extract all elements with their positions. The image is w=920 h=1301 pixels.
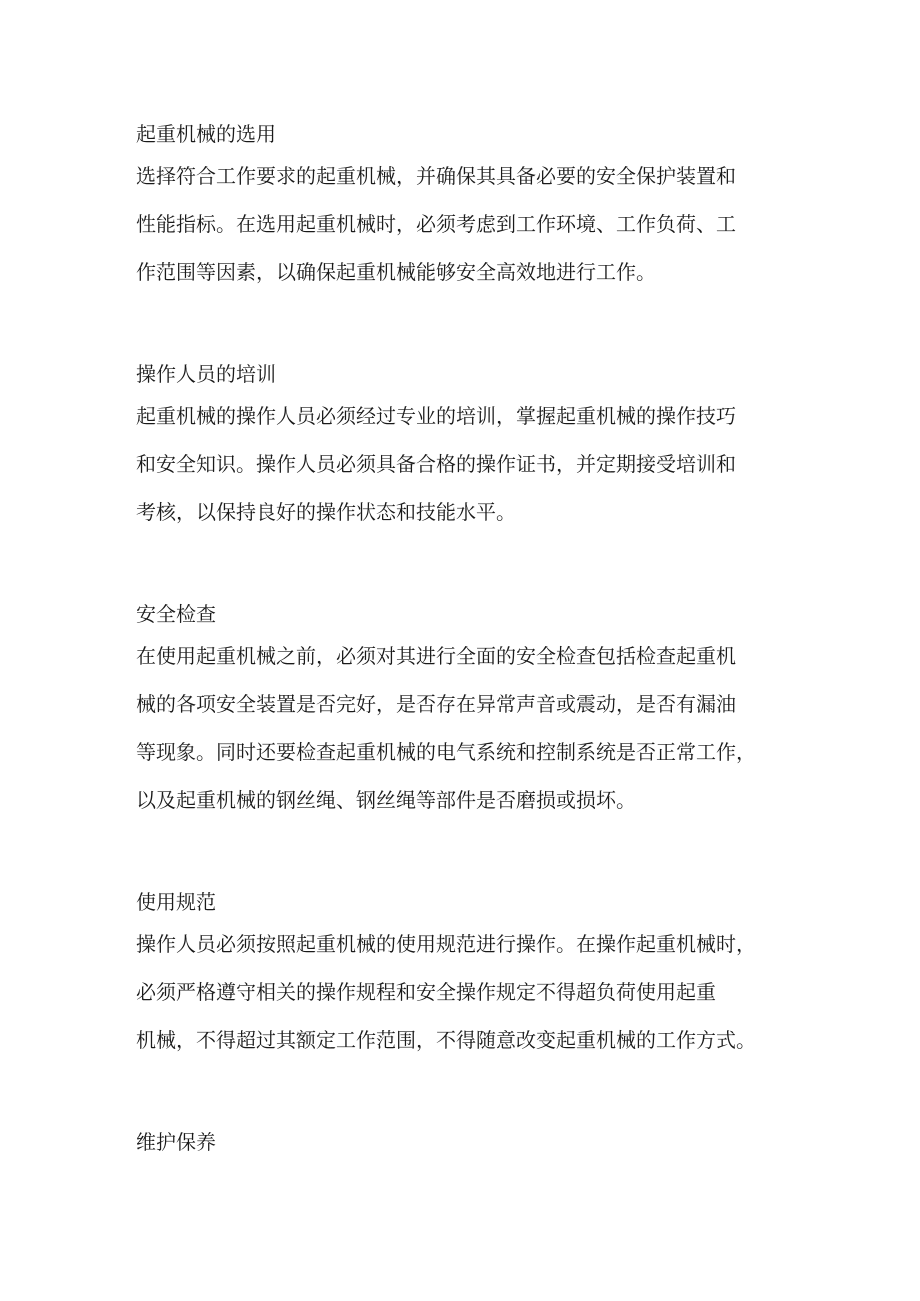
paragraph-line: 起重机械的操作人员必须经过专业的培训，掌握起重机械的操作技巧 [136,404,736,428]
paragraph-line: 在使用起重机械之前，必须对其进行全面的安全检查包括检查起重机 [136,644,736,668]
paragraph-line: 必须严格遵守相关的操作规程和安全操作规定不得超负荷使用起重 [136,980,716,1004]
section-operator-training [136,359,796,527]
section-heading: 安全检查 [136,602,216,626]
section-heading: 使用规范 [136,890,216,914]
paragraph-line: 和安全知识。操作人员必须具备合格的操作证书，并定期接受培训和 [136,452,736,476]
paragraph-line: 考核，以保持良好的操作状态和技能水平。 [136,500,516,524]
section-heading: 起重机械的选用 [136,122,276,146]
paragraph-line: 性能指标。在选用起重机械时，必须考虑到工作环境、工作负荷、工 [136,212,736,236]
paragraph-line: 选择符合工作要求的起重机械，并确保其具备必要的安全保护装置和 [136,164,736,188]
paragraph-line: 机械，不得超过其额定工作范围，不得随意改变起重机械的工作方式。 [136,1028,756,1052]
paragraph-line: 作范围等因素，以确保起重机械能够安全高效地进行工作。 [136,260,656,284]
paragraph-line: 以及起重机械的钢丝绳、钢丝绳等部件是否磨损或损坏。 [136,788,636,812]
section-heading: 操作人员的培训 [136,362,276,386]
section-maintenance [136,1127,796,1157]
section-safety-inspection [136,599,796,815]
paragraph-line: 等现象。同时还要检查起重机械的电气系统和控制系统是否正常工作， [136,740,756,764]
section-usage-rules [136,887,796,1055]
section-crane-selection [136,119,796,287]
paragraph-line: 操作人员必须按照起重机械的使用规范进行操作。在操作起重机械时， [136,932,756,956]
section-heading: 维护保养 [136,1130,216,1154]
paragraph-line: 械的各项安全装置是否完好，是否存在异常声音或震动，是否有漏油 [136,692,736,716]
